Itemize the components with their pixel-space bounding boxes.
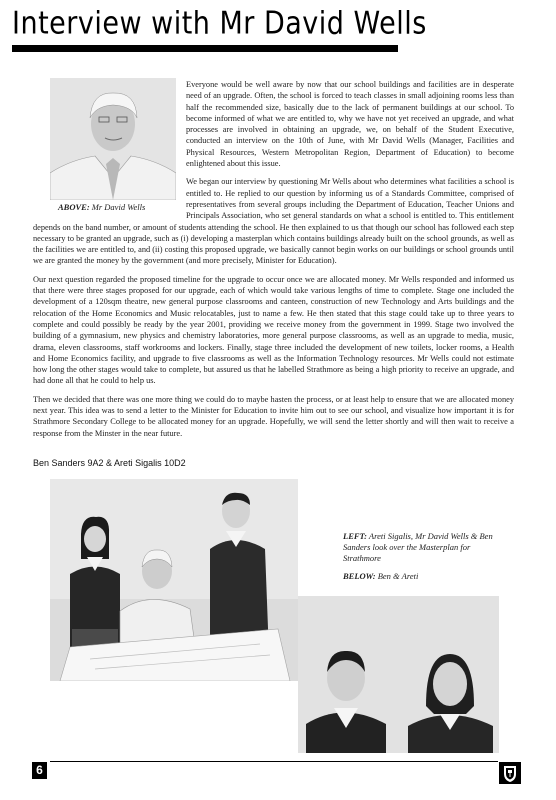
caption-below-label: BELOW:	[343, 571, 376, 581]
article-paragraph-1: Everyone would be well aware by now that our school buildings and facilities are in desperate need of an upgrade. Often, the school is forced to teach classes in small adjoining rooms less than half the recommended size, basically due to the lack of permanent buildings at our school. To become informed of what we are entitled to, why we have not yet received an upgrade, and what processes are involved in obtaining an upgrade, we, on behalf of the Student Executive, conducted an interview on the 10th of June, with Mr David Wells (Manager, Facilities and Physical Resources, Western Metropolitan Region, Department of Education) to become enlightened about this issue.	[186, 80, 514, 169]
photo-masterplan-group	[50, 479, 298, 681]
caption-below	[343, 571, 503, 582]
photo-ben-and-areti	[298, 596, 499, 753]
title-underline	[12, 45, 398, 52]
caption-label: ABOVE:	[58, 202, 90, 212]
caption-below-text: Ben & Areti	[375, 571, 419, 581]
photo-wrap-space	[33, 79, 186, 217]
page-number: 6	[32, 762, 47, 779]
caption-left-label: LEFT:	[343, 531, 367, 541]
article-author: Ben Sanders 9A2 & Areti Sigalis 10D2	[33, 458, 186, 468]
page-title: Interview with Mr David Wells	[12, 6, 427, 42]
article-body	[33, 79, 514, 446]
article-paragraph-2: We began our interview by questioning Mr Wells about who determines what facilities a school is entitled to. He replied to our question by informing us of a Standards Committee, comprised of representatives from several groups including the Department of Education, Teacher Unions and Principals Association, who set general standards on what a school is entitled to. This entitlement depends on the band number, or amount of students attending the school. He then explained to us that though our school has followed each step necessary to be granted an upgrade, such as (i) developing a masterplan which contains buildings already built on the school grounds, as well as the facilities we are entitled to, and (ii) costing this proposed upgrade, we basically cannot begin works on our buildings or school grounds until we are granted the money by the government (and more precisely, Minister for Education).	[33, 177, 514, 266]
footer-rule	[50, 761, 498, 762]
article-paragraph-4: Then we decided that there was one more thing we could do to maybe hasten the process, or at least help to ensure that we are allocated money next year. This idea was to send a letter to the Minister for Education to invite him out to see our school, and visualize how important it is for Strathmore Secondary College to be allocated money for an upgrade. Hopefully, we will send the letter shortly and will then wait to receive a response from the Minster in the near future.	[33, 394, 514, 438]
photo-caption-right	[343, 531, 503, 589]
caption-left-text: Areti Sigalis, Mr David Wells & Ben Sanders look over the Masterplan for Strathmore	[343, 531, 493, 563]
caption-left	[343, 531, 503, 564]
school-crest-icon	[499, 762, 521, 784]
caption-text: Mr David Wells	[89, 202, 146, 212]
article-paragraph-3: Our next question regarded the proposed timeline for the upgrade to occur once we are allocated money. Mr Wells responded and informed us that there were three stages proposed for our upgrade, each of which would take various lengths of time to complete. Stage one included the development of a 120sqm theatre, new general purpose classrooms and canteen, construction of new Technology and Arts buildings and the relocation of the Home Economics and Music relocatables, just to name a few. He then stated that this stage could take up to three years to complete and could possibly be ready by the year 2001, providing we receive money from the government in 1999. Stage two involved the building of a gymnasium, new physics and chemistry laboratories, more general purpose classrooms, as well as an upgrade to media, music, drama, eleven classrooms, staff workrooms and lockers. Finally, stage three included the development of new toilets, locker rooms, a Health and Home Economics facility, and upgrade to five classrooms as well as the Information Technology resources. Mr Wells could not estimate how long the other stages would take to complete, but assured us that he labelled Strathmore as being a high priority to receive an upgrade, and had done all that he could to help us.	[33, 274, 514, 386]
